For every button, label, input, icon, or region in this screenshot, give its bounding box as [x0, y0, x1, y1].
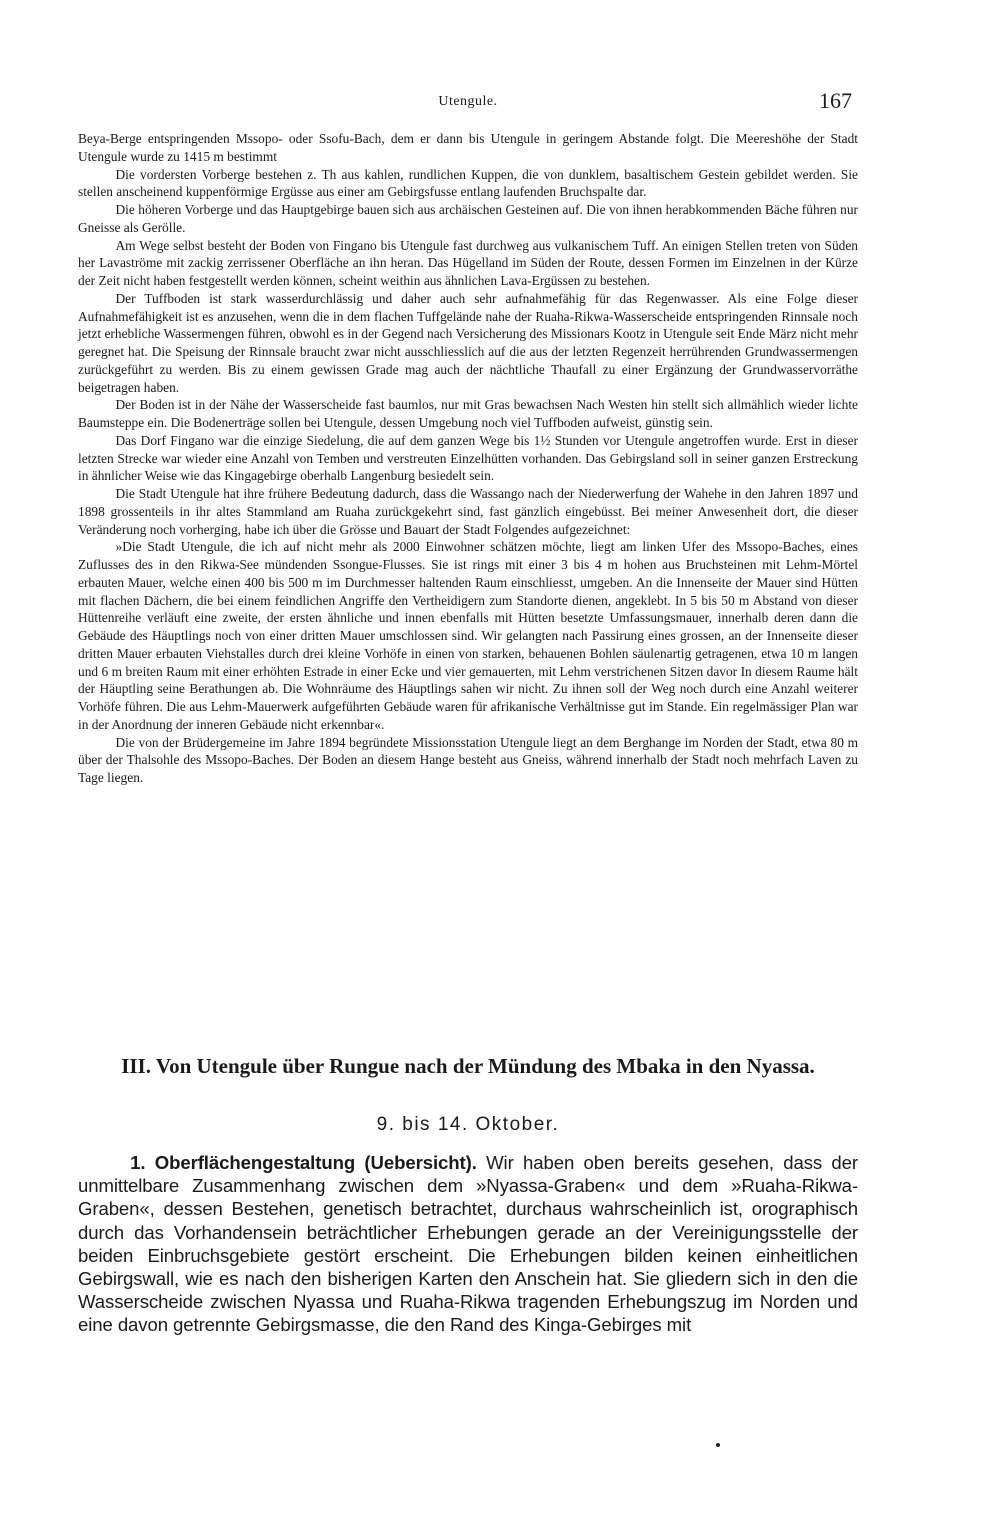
paragraph: Am Wege selbst besteht der Boden von Fingano bis Utengule fast durchweg aus vulkanischem Tuff. An einigen Stellen treten von Süden her Lavaströme mit zackig zerrissener Oberfläche an ihn heran. Das Hügelland im Süden der Route, dessen Formen im Einzelnen in der Kürze der Zeit nicht haben festgestellt werden können, scheint weithin aus ähnlichen Lava-Ergüssen zu bestehen.	[78, 237, 858, 288]
paragraph-text: Wir haben oben bereits gesehen, dass der unmittelbare Zusammenhang zwischen dem »Nyassa-Graben« und dem »Ruaha-Rikwa-Graben«, dessen Bestehen, genetisch betrachtet, durchaus wahrscheinlich ist, orographisch durch das Vorhandensein beträchtlicher Erhebungen gerade an der Vereinigungsstelle der beiden Einbruchsgebiete gestört erscheint. Die Erhebungen bilden keinen einheitlichen Gebirgswall, wie es nach den bisherigen Karten den Anschein hat. Sie gliedern sich in den die Wasserscheide zwischen Nyassa und Ruaha-Rikwa tragenden Erhebungszug im Norden und eine davon getrennte Gebirgsmasse, die den Rand des Kinga-Gebirges mit	[78, 1152, 858, 1336]
paragraph: Beya-Berge entspringenden Mssopo- oder Ssofu-Bach, dem er dann bis Utengule in geringem Abstande folgt. Die Meereshöhe der Stadt Utengule wurde zu 1415 m bestimmt	[78, 131, 858, 164]
paragraph: Die von der Brüdergemeine im Jahre 1894 begründete Missionsstation Utengule liegt an dem Berghange im Norden der Stadt, etwa 80 m über der Thalsohle des Mssopo-Baches. Der Boden an diesem Hange besteht aus Gneiss, während innerhalb der Stadt noch mehrfach Laven zu Tage liegen.	[78, 734, 858, 785]
section-body	[78, 1151, 858, 1337]
paragraph: »Die Stadt Utengule, die ich auf nicht mehr als 2000 Einwohner schätzen möchte, liegt am linken Ufer des Mssopo-Baches, eines Zuflusses des in den Rikwa-See mündenden Ssongue-Flusses. Sie ist rings mit einer 3 bis 4 m hohen aus Bruchsteinen mit Lehm-Mörtel erbauten Mauer, welche einen 400 bis 500 m im Durchmesser haltenden Raum einschliesst, umgeben. An die Innenseite der Mauer sind Hütten mit flachen Dächern, die bei einem feindlichen Angriffe den Vertheidigern zum Standorte dienen, angeklebt. In 5 bis 50 m Abstand von dieser Hüttenreihe verläuft eine zweite, der ersten ähnliche und innen ebenfalls mit Hütten besetzte Umfassungsmauer, innerhalb deren dann die Gebäude des Häuptlings noch von einer dritten Mauer umschlossen sind. Wir gelangten nach Passirung eines grossen, an der Innenseite dieser dritten Mauer erbauten Viehstalles durch drei kleine Vorhöfe in einen von starken, behauenen Bohlen säulenartig getragenen, etwa 10 m langen und 6 m breiten Raum mit einer erhöhten Estrade in einer Ecke und vier gemauerten, mit Lehm verstrichenen Sitzen davor In diesem Raume hält der Häuptling seine Berathungen ab. Die Wohnräume des Häuptlings sahen wir nicht. Zu ihnen soll der Weg noch durch eine Anzahl weiterer Vorhöfe führen. Die aus Lehm-Mauerwerk aufgeführten Gebäude waren für afrikanische Verhältnisse gut im Stande. Ein regelmässiger Plan war in der Anordnung der inneren Gebäude nicht erkennbar«.	[78, 539, 858, 732]
paragraph: Die Stadt Utengule hat ihre frühere Bedeutung dadurch, dass die Wassango nach der Niederwerfung der Wahehe in den Jahren 1897 und 1898 grossenteils in ihr altes Stammland am Ruaha zurückgekehrt sind, fast gänzlich eingebüsst. Bei meiner Anwesenheit dort, die dieser Veränderung noch vorherging, habe ich über die Grösse und Bauart der Stadt Folgendes aufgezeichnet:	[78, 486, 858, 537]
page-header	[78, 86, 858, 122]
section-date: 9. bis 14. Oktober.	[376, 1114, 560, 1135]
paragraph: Die vordersten Vorberge bestehen z. Th aus kahlen, rundlichen Kuppen, die von dunklem, basaltischem Gestein gebildet werden. Sie stellen anscheinend kuppenförmige Ergüsse aus einer am Gebirgsfusse entlang laufenden Bruchspalte dar.	[78, 166, 858, 200]
paragraph: Der Boden ist in der Nähe der Wasserscheide fast baumlos, nur mit Gras bewachsen Nach Westen hin stellt sich allmählich wieder lichte Baumsteppe ein. Die Bodenerträge sollen bei Utengule, dessen Umgebung noch viel Tuffboden aufweist, günstig sein.	[78, 397, 858, 430]
utengule-description	[78, 130, 858, 787]
paragraph: Der Tuffboden ist stark wasserdurchlässig und daher auch sehr aufnahmefähig für das Regenwasser. Als eine Folge dieser Aufnahmefähigkeit ist es anzusehen, wenn die in dem flachen Tuffgelände nahe der Ruaha-Rikwa-Wasserscheide entspringenden Rinnsale noch jetzt erhebliche Wassermengen führen, obwohl es in der Gegend nach Versicherung des Missionars Kootz in Utengule seit Ende März nicht mehr geregnet hat. Die Speisung der Rinnsale braucht zwar nicht ausschliesslich auf die aus der letzten Regenzeit herrührenden Grundwassermengen zurückgeführt zu werden. Bis zu einem gewissen Grade mag auch der nächtliche Thaufall zu einer Ergänzung der Grundwasservorräthe beigetragen haben.	[78, 290, 858, 395]
section-title: III. Von Utengule über Rungue nach der Mündung des Mbaka in den Nyassa.	[121, 1054, 815, 1078]
paragraph: Die höheren Vorberge und das Hauptgebirge bauen sich aus archäischen Gesteinen auf. Die von ihnen herabkommenden Bäche führen nur Gneisse als Gerölle.	[78, 202, 858, 235]
page-number: 167	[819, 88, 852, 113]
running-title: Utengule.	[438, 94, 498, 109]
paragraph: Das Dorf Fingano war die einzige Siedelung, die auf dem ganzen Wege bis 1½ Stunden vor Utengule angetroffen wurde. Erst in dieser letzten Strecke war wieder eine Anzahl von Temben und verstreuten Einzelhütten vorhanden. Das Gebirgsland soll in seiner ganzen Erstreckung in ähnlicher Weise wie das Kingagebirge oberhalb Langenburg besiedelt sein.	[78, 432, 858, 484]
paragraph	[78, 1151, 858, 1337]
print-speck	[716, 1443, 720, 1447]
subheading: 1. Oberflächengestaltung (Uebersicht).	[130, 1152, 477, 1173]
